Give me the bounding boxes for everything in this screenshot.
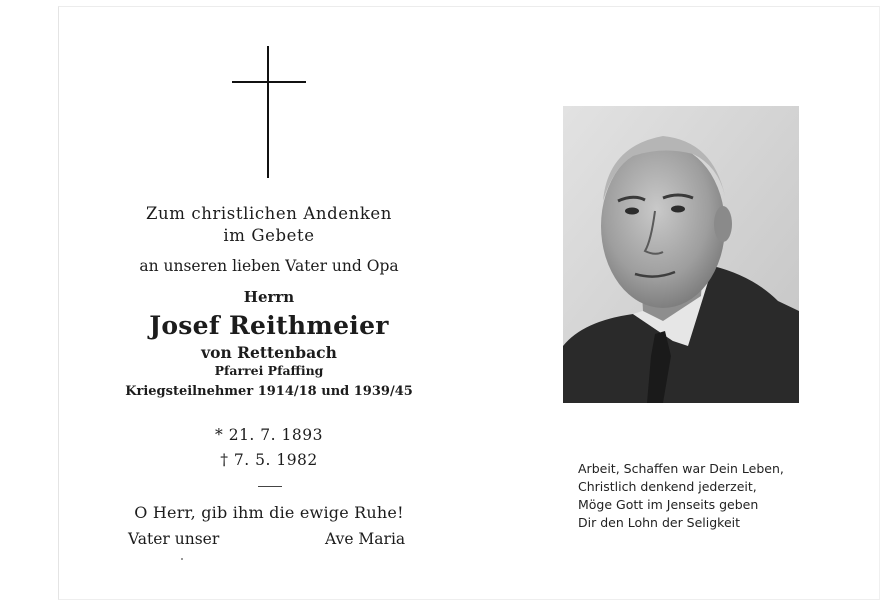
intro-line-1: Zum christlichen Andenken bbox=[145, 204, 393, 223]
memorial-poem bbox=[578, 460, 784, 532]
intro-line-2: im Gebete bbox=[223, 226, 315, 245]
poem-line-2: Christlich denkend jederzeit, bbox=[578, 479, 757, 494]
poem-line-1: Arbeit, Schaffen war Dein Leben, bbox=[578, 461, 784, 476]
separator-dash bbox=[258, 486, 282, 487]
birth-date: * 21. 7. 1893 bbox=[215, 426, 323, 444]
war-service-line: Kriegsteilnehmer 1914/18 und 1939/45 bbox=[125, 384, 413, 399]
portrait-photo bbox=[563, 106, 799, 403]
honorific: Herrn bbox=[243, 288, 295, 306]
poem-line-4: Dir den Lohn der Seligkeit bbox=[578, 515, 741, 530]
origin-line: von Rettenbach bbox=[201, 343, 337, 362]
cross-horizontal-bar bbox=[232, 81, 306, 83]
poem-line-3: Möge Gott im Jenseits geben bbox=[578, 497, 759, 512]
deceased-name: Josef Reithmeier bbox=[149, 311, 389, 340]
portrait-illustration bbox=[563, 106, 799, 403]
death-date: † 7. 5. 1982 bbox=[220, 451, 318, 469]
ink-dot bbox=[181, 558, 183, 560]
cross-vertical-bar bbox=[267, 46, 269, 178]
prayer-vater-unser: Vater unser bbox=[128, 530, 220, 548]
prayer-line: O Herr, gib ihm die ewige Ruhe! bbox=[134, 503, 404, 522]
parish-line: Pfarrei Pfaffing bbox=[214, 363, 324, 378]
beloved-line: an unseren lieben Vater und Opa bbox=[139, 257, 399, 275]
prayer-ave-maria: Ave Maria bbox=[325, 530, 406, 548]
